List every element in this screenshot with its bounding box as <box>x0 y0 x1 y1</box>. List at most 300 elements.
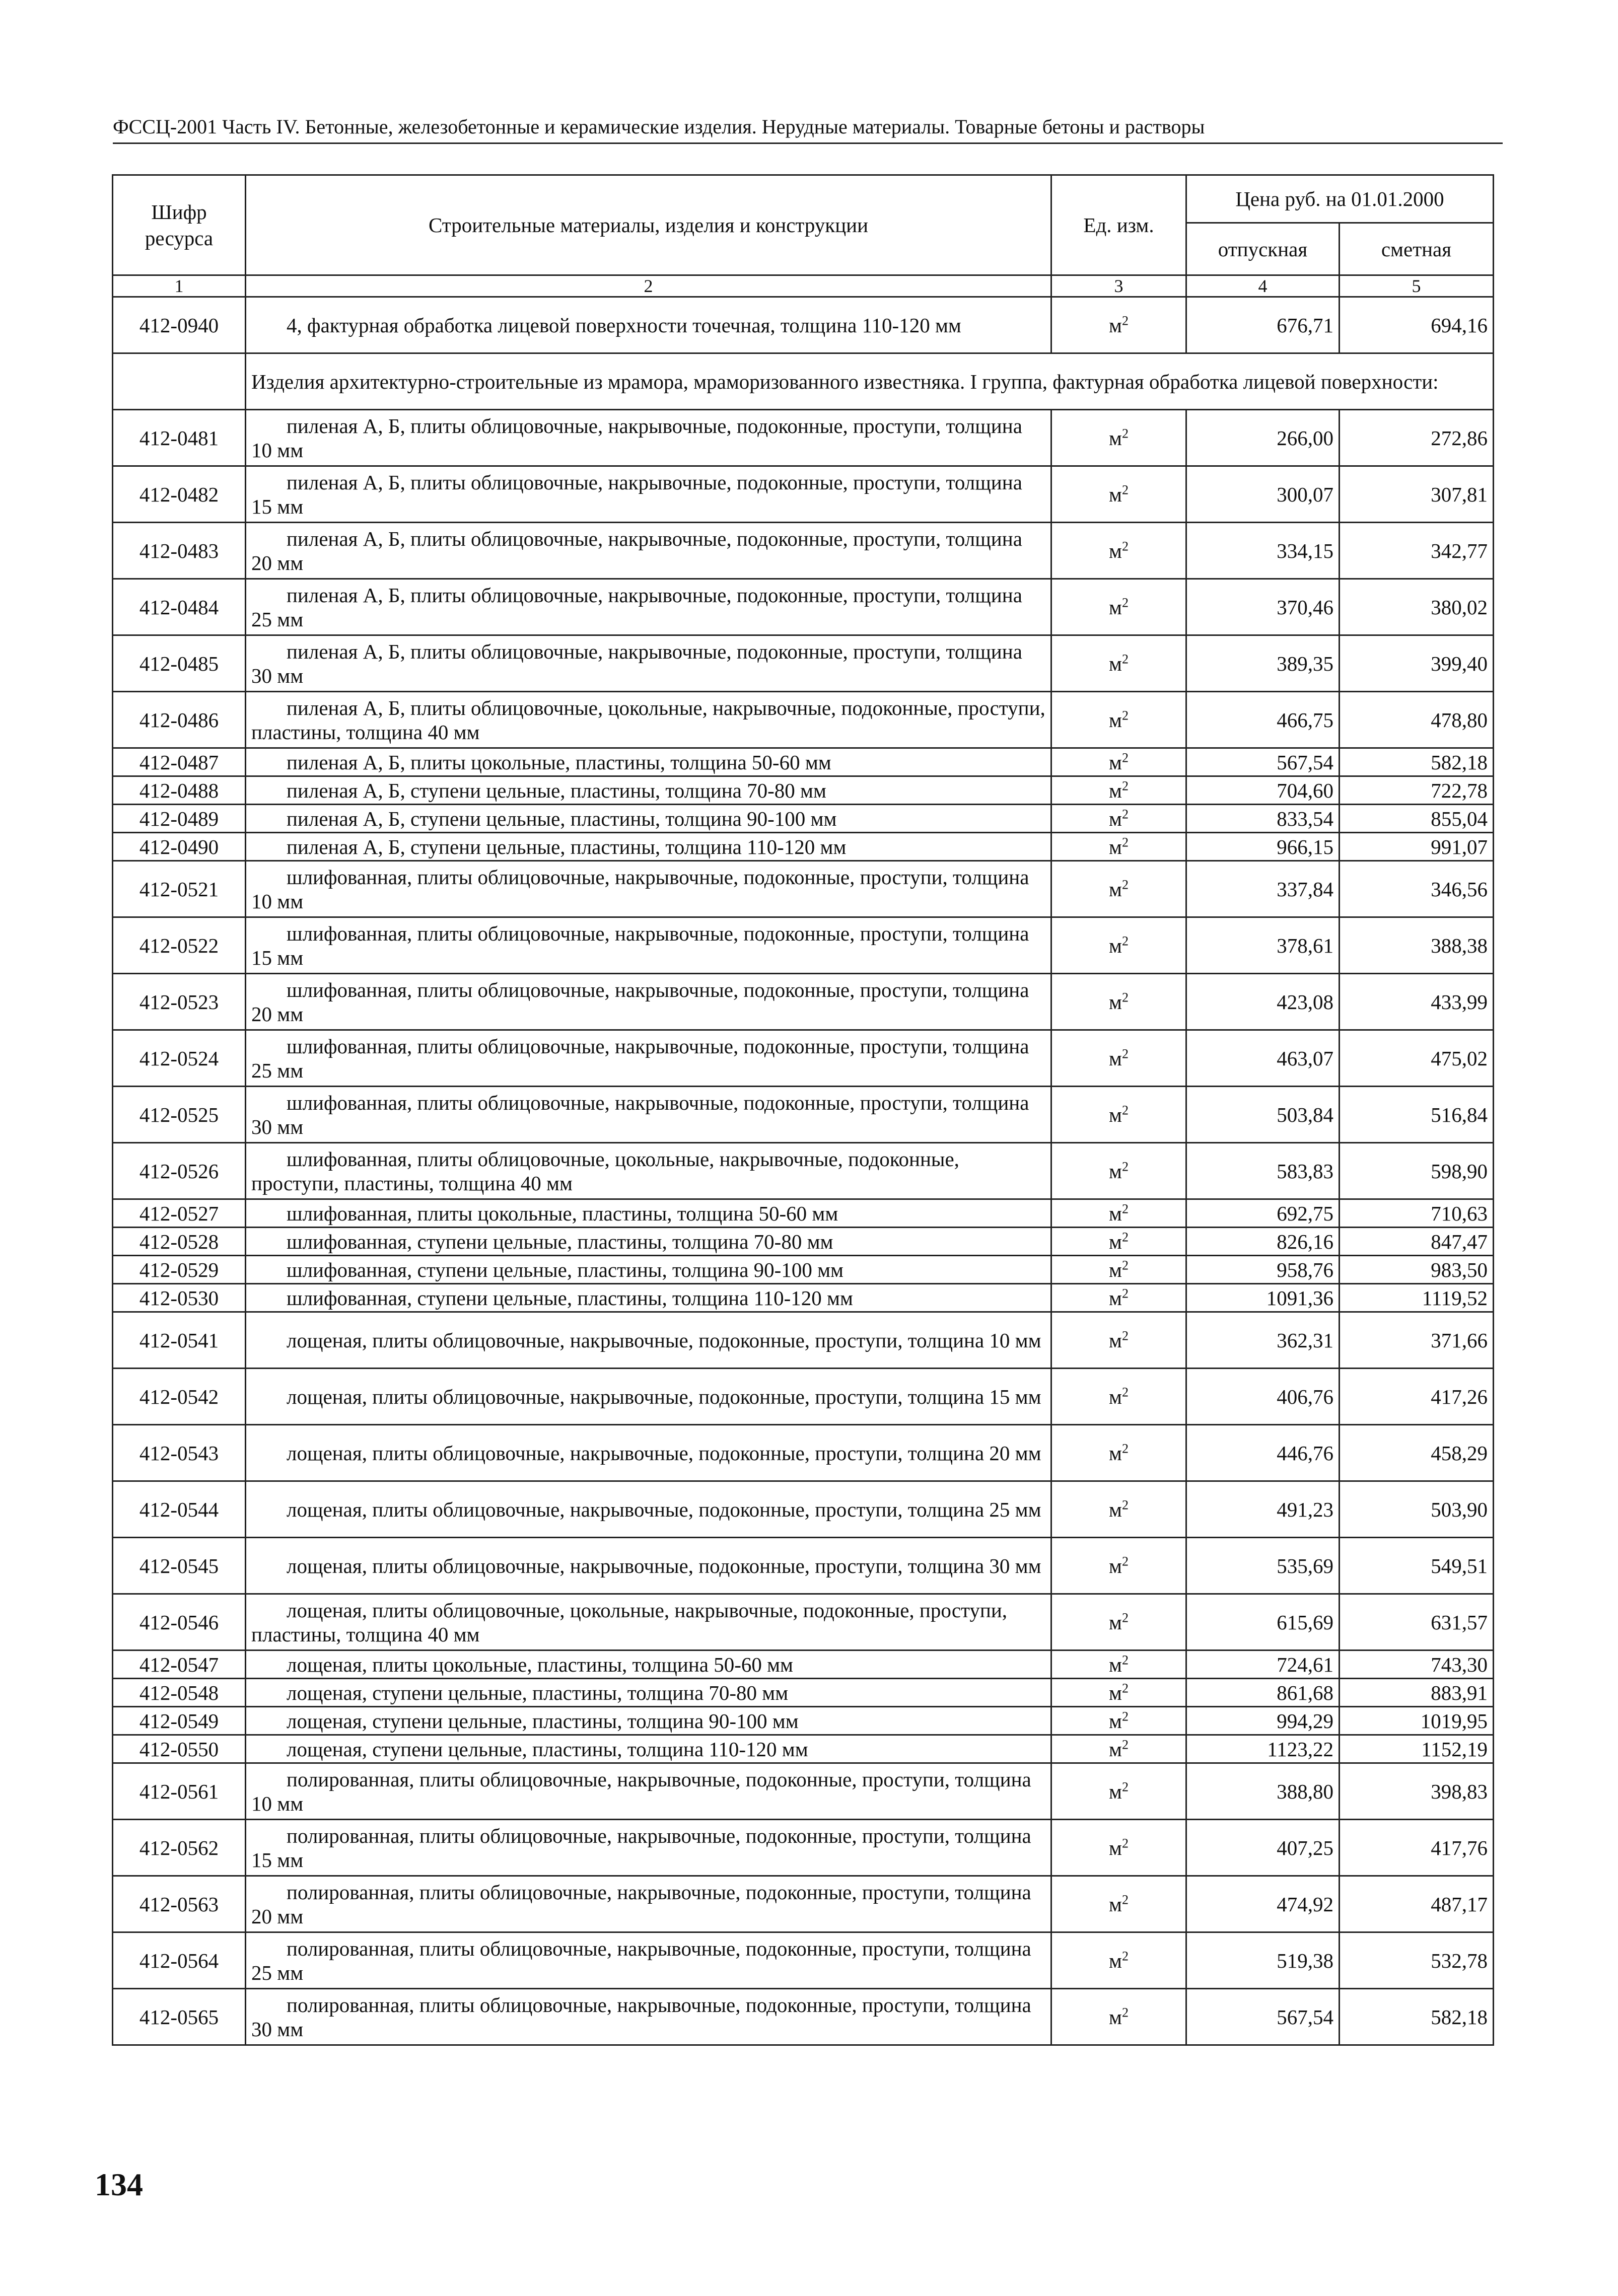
material-name-cell <box>246 1256 1051 1284</box>
unit-exponent: 2 <box>1121 778 1129 793</box>
table-row <box>113 1651 1494 1679</box>
column-number: 2 <box>246 275 1051 297</box>
resource-code: 412-0528 <box>113 1228 246 1256</box>
material-name-cell <box>246 1763 1051 1820</box>
resource-code: 412-0547 <box>113 1651 246 1679</box>
release-price: 615,69 <box>1186 1594 1340 1651</box>
unit-exponent: 2 <box>1121 1835 1129 1850</box>
column-number: 1 <box>113 275 246 297</box>
estimate-price: 503,90 <box>1340 1481 1494 1538</box>
unit-exponent: 2 <box>1121 1708 1129 1724</box>
page-number: 134 <box>95 2167 143 2202</box>
material-name: шлифованная, плиты облицовочные, накрывочные, подоконные, проступи, толщина 30 мм <box>251 1091 1029 1138</box>
material-name-cell <box>246 1199 1051 1228</box>
unit-cell <box>1051 776 1186 805</box>
estimate-price: 855,04 <box>1340 805 1494 833</box>
estimate-price: 458,29 <box>1340 1425 1494 1481</box>
table-row <box>113 776 1494 805</box>
estimate-price: 417,76 <box>1340 1820 1494 1876</box>
unit-cell <box>1051 1143 1186 1199</box>
release-price: 583,83 <box>1186 1143 1340 1199</box>
unit-exponent: 2 <box>1121 651 1129 666</box>
release-price: 337,84 <box>1186 861 1340 917</box>
unit-base: м <box>1109 934 1122 957</box>
material-name: полированная, плиты облицовочные, накрывочные, подоконные, проступи, толщина 10 мм <box>251 1767 1031 1815</box>
material-name-cell <box>246 1820 1051 1876</box>
estimate-price: 417,26 <box>1340 1369 1494 1425</box>
estimate-price: 847,47 <box>1340 1228 1494 1256</box>
unit-cell <box>1051 1735 1186 1763</box>
material-name: пиленая А, Б, плиты цокольные, пластины, толщина 50-60 мм <box>287 750 831 774</box>
unit-exponent: 2 <box>1121 1201 1129 1216</box>
unit-exponent: 2 <box>1121 1441 1129 1456</box>
resource-code: 412-0562 <box>113 1820 246 1876</box>
unit-base: м <box>1109 990 1122 1014</box>
estimate-price: 743,30 <box>1340 1651 1494 1679</box>
estimate-price: 722,78 <box>1340 776 1494 805</box>
material-name-cell <box>246 805 1051 833</box>
unit-cell <box>1051 1256 1186 1284</box>
material-name: лощеная, ступени цельные, пластины, толщина 110-120 мм <box>287 1737 808 1761</box>
table-row <box>113 974 1494 1030</box>
unit-exponent: 2 <box>1121 1229 1129 1244</box>
table-row <box>113 1256 1494 1284</box>
material-name-cell <box>246 635 1051 692</box>
group-heading-row <box>113 353 1494 410</box>
release-price: 567,54 <box>1186 1989 1340 2045</box>
unit-cell <box>1051 1651 1186 1679</box>
unit-exponent: 2 <box>1121 1610 1129 1625</box>
estimate-price: 1152,19 <box>1340 1735 1494 1763</box>
resource-code: 412-0521 <box>113 861 246 917</box>
estimate-price: 398,83 <box>1340 1763 1494 1820</box>
estimate-price: 433,99 <box>1340 974 1494 1030</box>
material-name: лощеная, ступени цельные, пластины, толщина 90-100 мм <box>287 1709 799 1733</box>
column-number: 3 <box>1051 275 1186 297</box>
unit-base: м <box>1109 652 1122 675</box>
estimate-price: 883,91 <box>1340 1679 1494 1707</box>
release-price: 407,25 <box>1186 1820 1340 1876</box>
material-name: пиленая А, Б, ступени цельные, пластины, толщина 110-120 мм <box>287 835 847 858</box>
unit-base: м <box>1109 1046 1122 1070</box>
unit-base: м <box>1109 1201 1122 1225</box>
unit-cell <box>1051 1199 1186 1228</box>
material-name-cell <box>246 466 1051 523</box>
table-row <box>113 1087 1494 1143</box>
table-row <box>113 1932 1494 1989</box>
release-price: 966,15 <box>1186 833 1340 861</box>
unit-exponent: 2 <box>1121 1159 1129 1174</box>
unit-exponent: 2 <box>1121 1102 1129 1117</box>
unit-base: м <box>1109 1892 1122 1916</box>
material-name: пиленая А, Б, плиты облицовочные, цокольные, накрывочные, подоконные, проступи, пластины, толщина 40 мм <box>251 696 1045 744</box>
material-name-cell <box>246 410 1051 466</box>
unit-cell <box>1051 692 1186 748</box>
estimate-price: 516,84 <box>1340 1087 1494 1143</box>
release-price: 535,69 <box>1186 1538 1340 1594</box>
unit-exponent: 2 <box>1121 482 1129 497</box>
release-price: 519,38 <box>1186 1932 1340 1989</box>
estimate-price: 399,40 <box>1340 635 1494 692</box>
unit-exponent: 2 <box>1121 707 1129 723</box>
release-price: 334,15 <box>1186 523 1340 579</box>
estimate-price: 487,17 <box>1340 1876 1494 1932</box>
unit-base: м <box>1109 1258 1122 1281</box>
material-name: шлифованная, ступени цельные, пластины, толщина 90-100 мм <box>287 1258 843 1281</box>
estimate-price: 598,90 <box>1340 1143 1494 1199</box>
unit-cell <box>1051 1876 1186 1932</box>
material-name-cell <box>246 1369 1051 1425</box>
estimate-price: 532,78 <box>1340 1932 1494 1989</box>
unit-cell <box>1051 1481 1186 1538</box>
column-number: 4 <box>1186 275 1340 297</box>
unit-exponent: 2 <box>1121 1948 1129 1963</box>
group-heading-code-cell <box>113 353 246 410</box>
estimate-price: 307,81 <box>1340 466 1494 523</box>
table-row <box>113 1989 1494 2045</box>
table-row <box>113 1284 1494 1312</box>
unit-cell <box>1051 297 1186 353</box>
unit-exponent: 2 <box>1121 1680 1129 1695</box>
estimate-price: 388,38 <box>1340 917 1494 974</box>
material-name-cell <box>246 1932 1051 1989</box>
estimate-price: 371,66 <box>1340 1312 1494 1369</box>
release-price: 724,61 <box>1186 1651 1340 1679</box>
unit-cell <box>1051 833 1186 861</box>
estimate-price: 475,02 <box>1340 1030 1494 1087</box>
unit-base: м <box>1109 1779 1122 1803</box>
unit-base: м <box>1109 1385 1122 1408</box>
estimate-price: 342,77 <box>1340 523 1494 579</box>
material-name: полированная, плиты облицовочные, накрывочные, подоконные, проступи, толщина 20 мм <box>251 1880 1031 1928</box>
unit-cell <box>1051 1030 1186 1087</box>
material-name: пиленая А, Б, плиты облицовочные, накрывочные, подоконные, проступи, толщина 30 мм <box>251 639 1022 687</box>
material-name-cell <box>246 297 1051 353</box>
unit-exponent: 2 <box>1121 1892 1129 1907</box>
resource-code: 412-0525 <box>113 1087 246 1143</box>
resource-code: 412-0563 <box>113 1876 246 1932</box>
table-row <box>113 1763 1494 1820</box>
resource-code: 412-0483 <box>113 523 246 579</box>
table-row <box>113 917 1494 974</box>
material-name-cell <box>246 974 1051 1030</box>
unit-exponent: 2 <box>1121 1497 1129 1512</box>
unit-cell <box>1051 974 1186 1030</box>
estimate-price: 346,56 <box>1340 861 1494 917</box>
material-name: пиленая А, Б, ступени цельные, пластины, толщина 70-80 мм <box>287 778 826 802</box>
unit-base: м <box>1109 877 1122 901</box>
unit-cell <box>1051 1989 1186 2045</box>
estimate-price: 478,80 <box>1340 692 1494 748</box>
resource-code: 412-0526 <box>113 1143 246 1199</box>
unit-base: м <box>1109 1653 1122 1676</box>
material-name-cell <box>246 1876 1051 1932</box>
table-row <box>113 1369 1494 1425</box>
table-row <box>113 635 1494 692</box>
release-price: 474,92 <box>1186 1876 1340 1932</box>
table-row <box>113 833 1494 861</box>
material-name-cell <box>246 579 1051 635</box>
unit-exponent: 2 <box>1121 1384 1129 1399</box>
resource-code: 412-0541 <box>113 1312 246 1369</box>
resource-code: 412-0546 <box>113 1594 246 1651</box>
estimate-price: 694,16 <box>1340 297 1494 353</box>
unit-exponent: 2 <box>1121 834 1129 849</box>
material-name-cell <box>246 523 1051 579</box>
column-number: 5 <box>1340 275 1494 297</box>
estimate-price: 549,51 <box>1340 1538 1494 1594</box>
unit-cell <box>1051 1312 1186 1369</box>
release-price: 1091,36 <box>1186 1284 1340 1312</box>
material-name: полированная, плиты облицовочные, накрывочные, подоконные, проступи, толщина 15 мм <box>251 1824 1031 1872</box>
table-row <box>113 297 1494 353</box>
release-price: 676,71 <box>1186 297 1340 353</box>
unit-base: м <box>1109 1610 1122 1634</box>
material-name-cell <box>246 917 1051 974</box>
material-name-cell <box>246 1284 1051 1312</box>
material-name-cell <box>246 1087 1051 1143</box>
material-name-cell <box>246 1030 1051 1087</box>
running-header: ФССЦ-2001 Часть IV. Бетонные, железобетонные и керамические изделия. Нерудные материалы. Товарные бетоны и растворы <box>113 113 1503 144</box>
unit-base: м <box>1109 835 1122 858</box>
resource-code: 412-0486 <box>113 692 246 748</box>
material-name: полированная, плиты облицовочные, накрывочные, подоконные, проступи, толщина 30 мм <box>251 1993 1031 2041</box>
unit-cell <box>1051 1538 1186 1594</box>
unit-base: м <box>1109 778 1122 802</box>
unit-base: м <box>1109 1328 1122 1352</box>
unit-cell <box>1051 1369 1186 1425</box>
material-name: шлифованная, плиты цокольные, пластины, толщина 50-60 мм <box>287 1201 838 1225</box>
material-name-cell <box>246 1538 1051 1594</box>
table-row <box>113 1481 1494 1538</box>
unit-exponent: 2 <box>1121 1779 1129 1794</box>
resource-code: 412-0545 <box>113 1538 246 1594</box>
resource-code: 412-0544 <box>113 1481 246 1538</box>
unit-cell <box>1051 1820 1186 1876</box>
material-name-cell <box>246 1679 1051 1707</box>
unit-base: м <box>1109 1441 1122 1465</box>
unit-cell <box>1051 466 1186 523</box>
release-price: 362,31 <box>1186 1312 1340 1369</box>
material-name: шлифованная, ступени цельные, пластины, толщина 110-120 мм <box>287 1286 853 1310</box>
table-row <box>113 861 1494 917</box>
unit-exponent: 2 <box>1121 1652 1129 1667</box>
material-name-cell <box>246 776 1051 805</box>
unit-cell <box>1051 1284 1186 1312</box>
unit-base: м <box>1109 1159 1122 1183</box>
release-price: 466,75 <box>1186 692 1340 748</box>
resource-code: 412-0523 <box>113 974 246 1030</box>
unit-base: м <box>1109 1681 1122 1704</box>
release-price: 389,35 <box>1186 635 1340 692</box>
resource-code: 412-0529 <box>113 1256 246 1284</box>
material-name-cell <box>246 833 1051 861</box>
resource-code: 412-0487 <box>113 748 246 776</box>
unit-cell <box>1051 1763 1186 1820</box>
release-price: 567,54 <box>1186 748 1340 776</box>
resource-code: 412-0940 <box>113 297 246 353</box>
resource-code: 412-0527 <box>113 1199 246 1228</box>
unit-exponent: 2 <box>1121 1285 1129 1301</box>
resource-code: 412-0522 <box>113 917 246 974</box>
material-name: пиленая А, Б, плиты облицовочные, накрывочные, подоконные, проступи, толщина 25 мм <box>251 583 1022 631</box>
release-price: 833,54 <box>1186 805 1340 833</box>
unit-cell <box>1051 748 1186 776</box>
column-header-code: Шифр ресурса <box>113 175 246 275</box>
table-row <box>113 1228 1494 1256</box>
unit-base: м <box>1109 1554 1122 1577</box>
material-name: 4, фактурная обработка лицевой поверхности точечная, толщина 110-120 мм <box>287 313 961 337</box>
unit-base: м <box>1109 482 1122 506</box>
release-price: 503,84 <box>1186 1087 1340 1143</box>
estimate-price: 710,63 <box>1340 1199 1494 1228</box>
table-row <box>113 466 1494 523</box>
unit-exponent: 2 <box>1121 877 1129 892</box>
material-name-cell <box>246 1651 1051 1679</box>
column-header-release-price: отпускная <box>1186 223 1340 275</box>
column-header-price-group: Цена руб. на 01.01.2000 <box>1186 175 1494 223</box>
material-name: полированная, плиты облицовочные, накрывочные, подоконные, проступи, толщина 25 мм <box>251 1936 1031 1984</box>
material-name: лощеная, ступени цельные, пластины, толщина 70-80 мм <box>287 1681 789 1704</box>
material-name-cell <box>246 692 1051 748</box>
resource-code: 412-0548 <box>113 1679 246 1707</box>
release-price: 463,07 <box>1186 1030 1340 1087</box>
unit-cell <box>1051 917 1186 974</box>
unit-exponent: 2 <box>1121 1328 1129 1343</box>
table-row <box>113 523 1494 579</box>
table-row <box>113 692 1494 748</box>
estimate-price: 582,18 <box>1340 1989 1494 2045</box>
column-header-estimate-price: сметная <box>1340 223 1494 275</box>
material-name: лощеная, плиты облицовочные, накрывочные, подоконные, проступи, толщина 15 мм <box>287 1385 1041 1408</box>
resource-code: 412-0490 <box>113 833 246 861</box>
unit-base: м <box>1109 2005 1122 2029</box>
resource-code: 412-0481 <box>113 410 246 466</box>
table-body <box>113 297 1494 2045</box>
material-name: пиленая А, Б, плиты облицовочные, накрывочные, подоконные, проступи, толщина 10 мм <box>251 414 1022 462</box>
unit-base: м <box>1109 1949 1122 1972</box>
resource-code: 412-0524 <box>113 1030 246 1087</box>
unit-exponent: 2 <box>1121 1553 1129 1568</box>
resource-code: 412-0561 <box>113 1763 246 1820</box>
material-name: шлифованная, плиты облицовочные, накрывочные, подоконные, проступи, толщина 25 мм <box>251 1034 1029 1082</box>
release-price: 406,76 <box>1186 1369 1340 1425</box>
resource-code: 412-0550 <box>113 1735 246 1763</box>
unit-exponent: 2 <box>1121 2004 1129 2020</box>
resource-code: 412-0484 <box>113 579 246 635</box>
material-name: лощеная, плиты облицовочные, накрывочные, подоконные, проступи, толщина 25 мм <box>287 1497 1041 1521</box>
column-header-unit: Ед. изм. <box>1051 175 1186 275</box>
material-name-cell <box>246 1989 1051 2045</box>
unit-cell <box>1051 1932 1186 1989</box>
material-name-cell <box>246 1735 1051 1763</box>
resource-code: 412-0530 <box>113 1284 246 1312</box>
resource-code: 412-0564 <box>113 1932 246 1989</box>
unit-base: м <box>1109 1286 1122 1310</box>
unit-exponent: 2 <box>1121 313 1129 328</box>
table-row <box>113 1735 1494 1763</box>
material-name: шлифованная, плиты облицовочные, накрывочные, подоконные, проступи, толщина 10 мм <box>251 865 1029 913</box>
table-row <box>113 805 1494 833</box>
estimate-price: 272,86 <box>1340 410 1494 466</box>
unit-cell <box>1051 410 1186 466</box>
unit-cell <box>1051 805 1186 833</box>
release-price: 423,08 <box>1186 974 1340 1030</box>
unit-cell <box>1051 1594 1186 1651</box>
table-row <box>113 1143 1494 1199</box>
unit-exponent: 2 <box>1121 595 1129 610</box>
material-name-cell <box>246 861 1051 917</box>
table-row <box>113 1876 1494 1932</box>
unit-exponent: 2 <box>1121 989 1129 1004</box>
release-price: 446,76 <box>1186 1425 1340 1481</box>
table-row <box>113 579 1494 635</box>
unit-cell <box>1051 861 1186 917</box>
resource-code: 412-0482 <box>113 466 246 523</box>
unit-base: м <box>1109 750 1122 774</box>
unit-exponent: 2 <box>1121 1257 1129 1272</box>
estimate-price: 983,50 <box>1340 1256 1494 1284</box>
table-row <box>113 1312 1494 1369</box>
material-name-cell <box>246 1707 1051 1735</box>
unit-cell <box>1051 523 1186 579</box>
release-price: 958,76 <box>1186 1256 1340 1284</box>
estimate-price: 380,02 <box>1340 579 1494 635</box>
unit-cell <box>1051 1228 1186 1256</box>
resource-code: 412-0489 <box>113 805 246 833</box>
unit-base: м <box>1109 1103 1122 1126</box>
material-name-cell <box>246 1481 1051 1538</box>
resource-code: 412-0565 <box>113 1989 246 2045</box>
unit-exponent: 2 <box>1121 750 1129 765</box>
material-name: шлифованная, плиты облицовочные, накрывочные, подоконные, проступи, толщина 20 мм <box>251 978 1029 1026</box>
unit-base: м <box>1109 807 1122 830</box>
material-name-cell <box>246 1425 1051 1481</box>
release-price: 266,00 <box>1186 410 1340 466</box>
material-name: пиленая А, Б, плиты облицовочные, накрывочные, подоконные, проступи, толщина 15 мм <box>251 470 1022 518</box>
unit-exponent: 2 <box>1121 425 1129 441</box>
column-header-name: Строительные материалы, изделия и конструкции <box>246 175 1051 275</box>
release-price: 994,29 <box>1186 1707 1340 1735</box>
unit-cell <box>1051 579 1186 635</box>
estimate-price: 631,57 <box>1340 1594 1494 1651</box>
resource-code: 412-0549 <box>113 1707 246 1735</box>
material-name-cell <box>246 1312 1051 1369</box>
unit-base: м <box>1109 708 1122 732</box>
table-row <box>113 1820 1494 1876</box>
estimate-price: 1019,95 <box>1340 1707 1494 1735</box>
material-name: лощеная, плиты облицовочные, цокольные, накрывочные, подоконные, проступи, пластины, толщина 40 мм <box>251 1598 1008 1646</box>
material-name-cell <box>246 1594 1051 1651</box>
resource-code: 412-0543 <box>113 1425 246 1481</box>
material-name-cell <box>246 1143 1051 1199</box>
unit-exponent: 2 <box>1121 1046 1129 1061</box>
unit-base: м <box>1109 1230 1122 1253</box>
release-price: 1123,22 <box>1186 1735 1340 1763</box>
group-heading-text: Изделия архитектурно-строительные из мрамора, мраморизованного известняка. I группа, фактурная обработка лицевой поверхности: <box>246 353 1494 410</box>
table-row <box>113 1030 1494 1087</box>
table-row <box>113 410 1494 466</box>
material-name: шлифованная, плиты облицовочные, накрывочные, подоконные, проступи, толщина 15 мм <box>251 921 1029 969</box>
unit-base: м <box>1109 1709 1122 1733</box>
unit-cell <box>1051 1087 1186 1143</box>
unit-base: м <box>1109 426 1122 450</box>
release-price: 826,16 <box>1186 1228 1340 1256</box>
resource-code: 412-0488 <box>113 776 246 805</box>
unit-base: м <box>1109 1737 1122 1761</box>
material-name: шлифованная, плиты облицовочные, цокольные, накрывочные, подоконные, проступи, пластины, толщина 40 мм <box>251 1147 959 1195</box>
unit-base: м <box>1109 539 1122 562</box>
